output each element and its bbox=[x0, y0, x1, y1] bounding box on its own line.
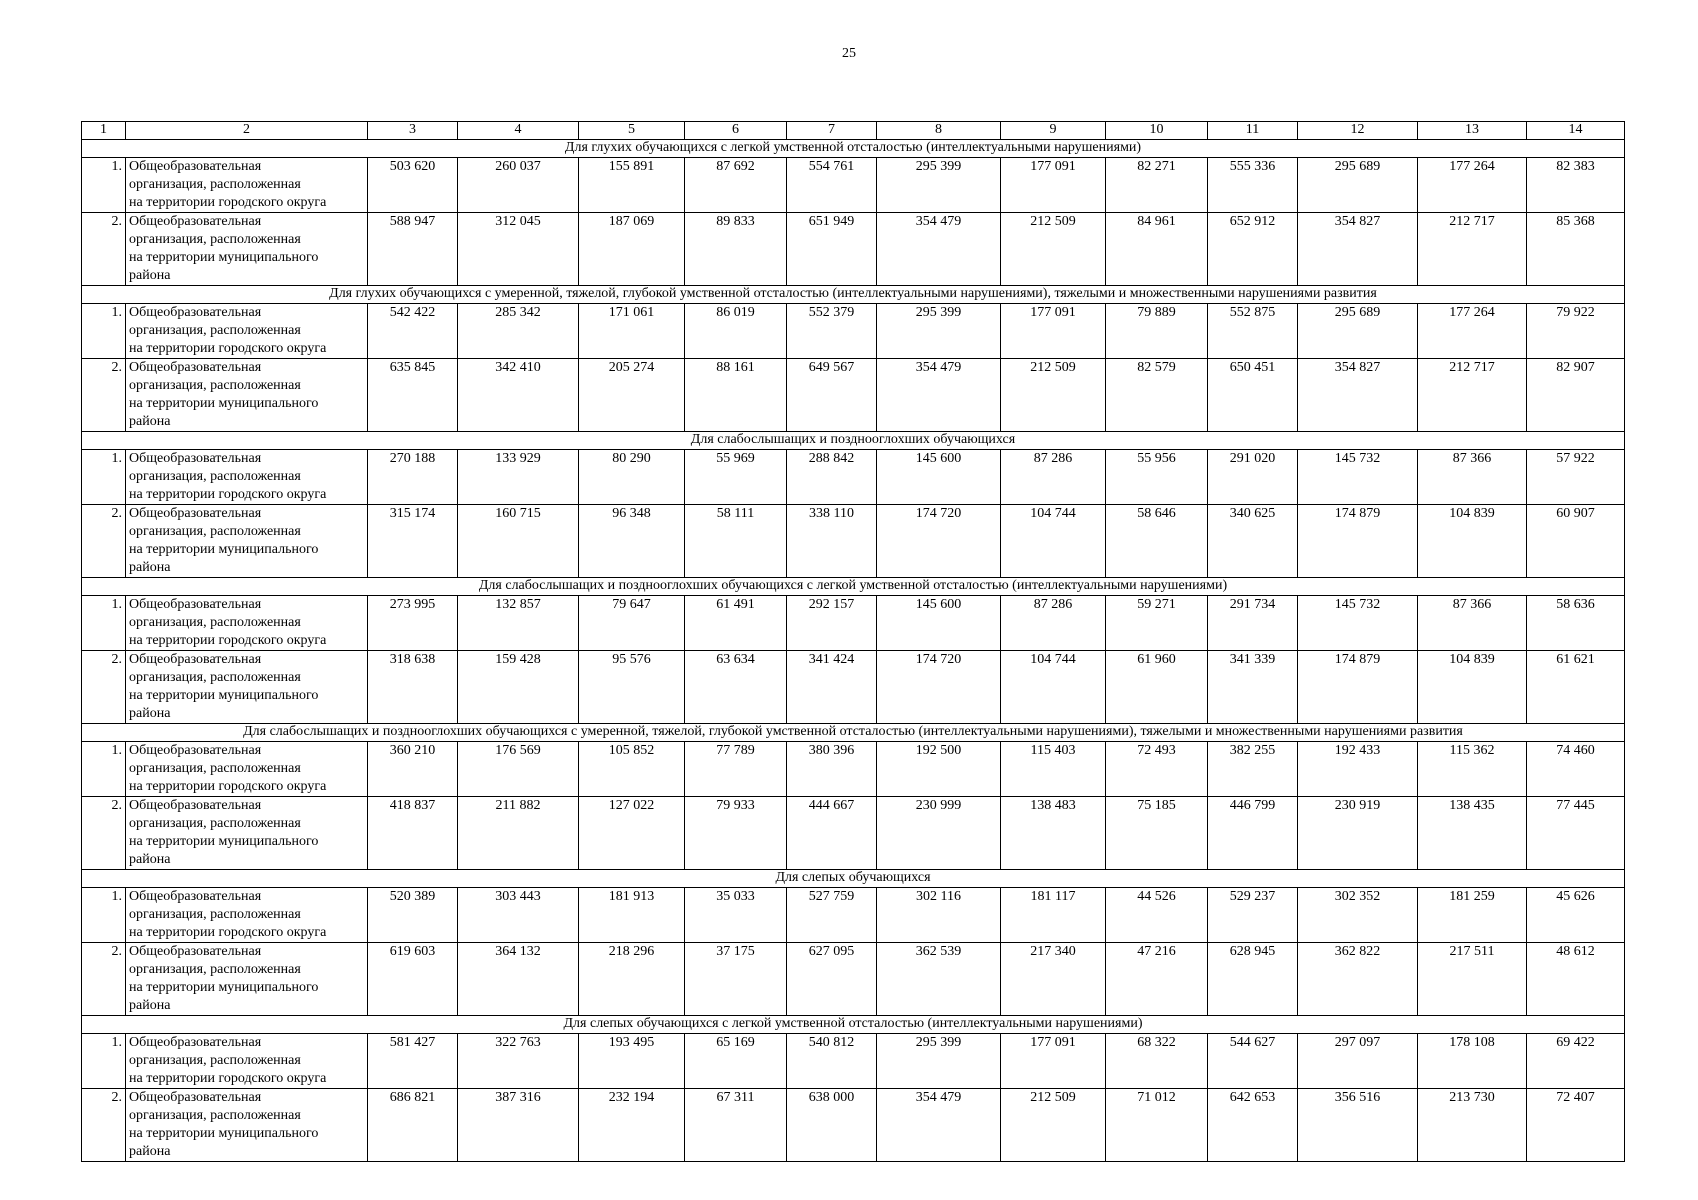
value-cell: 104 744 bbox=[1001, 505, 1106, 578]
column-number: 5 bbox=[579, 122, 685, 140]
value-cell: 145 600 bbox=[877, 450, 1001, 505]
value-cell: 520 389 bbox=[368, 888, 458, 943]
value-cell: 217 340 bbox=[1001, 943, 1106, 1016]
table-row bbox=[82, 1089, 1625, 1162]
row-number: 1. bbox=[82, 742, 126, 797]
column-number: 13 bbox=[1418, 122, 1527, 140]
org-name-line: организация, расположенная bbox=[129, 1053, 301, 1068]
value-cell: 104 744 bbox=[1001, 651, 1106, 724]
value-cell: 159 428 bbox=[458, 651, 579, 724]
org-name-line: на территории муниципального bbox=[129, 396, 319, 411]
value-cell: 104 839 bbox=[1418, 651, 1527, 724]
value-cell: 341 424 bbox=[787, 651, 877, 724]
org-name-line: на территории муниципального bbox=[129, 980, 319, 995]
value-cell: 77 789 bbox=[685, 742, 787, 797]
value-cell: 44 526 bbox=[1106, 888, 1208, 943]
value-cell: 192 500 bbox=[877, 742, 1001, 797]
org-name-line: Общеобразовательная bbox=[129, 652, 262, 667]
org-name-line: организация, расположенная bbox=[129, 907, 301, 922]
org-name-line: Общеобразовательная bbox=[129, 305, 262, 320]
value-cell: 67 311 bbox=[685, 1089, 787, 1162]
org-name-line: организация, расположенная bbox=[129, 962, 301, 977]
value-cell: 55 956 bbox=[1106, 450, 1208, 505]
org-name bbox=[126, 943, 368, 1016]
value-cell: 45 626 bbox=[1527, 888, 1625, 943]
value-cell: 588 947 bbox=[368, 213, 458, 286]
org-name bbox=[126, 888, 368, 943]
value-cell: 362 822 bbox=[1298, 943, 1418, 1016]
section-title: Для слабослышащих и позднооглохших обучающихся с легкой умственной отсталостью (интеллектуальными нарушениями) bbox=[82, 578, 1625, 596]
page-number: 25 bbox=[842, 46, 856, 61]
row-number: 2. bbox=[82, 651, 126, 724]
value-cell: 82 383 bbox=[1527, 158, 1625, 213]
funding-table bbox=[81, 121, 1625, 1162]
value-cell: 342 410 bbox=[458, 359, 579, 432]
org-name-line: района bbox=[129, 414, 171, 429]
org-name bbox=[126, 596, 368, 651]
org-name bbox=[126, 1089, 368, 1162]
value-cell: 354 479 bbox=[877, 213, 1001, 286]
value-cell: 273 995 bbox=[368, 596, 458, 651]
value-cell: 177 264 bbox=[1418, 158, 1527, 213]
value-cell: 87 366 bbox=[1418, 450, 1527, 505]
value-cell: 302 116 bbox=[877, 888, 1001, 943]
value-cell: 318 638 bbox=[368, 651, 458, 724]
value-cell: 82 579 bbox=[1106, 359, 1208, 432]
value-cell: 74 460 bbox=[1527, 742, 1625, 797]
section-title-row bbox=[82, 286, 1625, 304]
value-cell: 542 422 bbox=[368, 304, 458, 359]
value-cell: 387 316 bbox=[458, 1089, 579, 1162]
org-name-line: на территории городского округа bbox=[129, 925, 327, 940]
value-cell: 354 479 bbox=[877, 1089, 1001, 1162]
org-name-line: Общеобразовательная bbox=[129, 214, 262, 229]
org-name bbox=[126, 1034, 368, 1089]
value-cell: 127 022 bbox=[579, 797, 685, 870]
org-name-line: на территории муниципального bbox=[129, 1126, 319, 1141]
org-name-line: организация, расположенная bbox=[129, 670, 301, 685]
org-name-line: Общеобразовательная bbox=[129, 597, 262, 612]
value-cell: 145 732 bbox=[1298, 596, 1418, 651]
value-cell: 650 451 bbox=[1208, 359, 1298, 432]
value-cell: 446 799 bbox=[1208, 797, 1298, 870]
value-cell: 132 857 bbox=[458, 596, 579, 651]
value-cell: 79 889 bbox=[1106, 304, 1208, 359]
value-cell: 295 689 bbox=[1298, 304, 1418, 359]
org-name-line: организация, расположенная bbox=[129, 177, 301, 192]
column-number: 8 bbox=[877, 122, 1001, 140]
value-cell: 60 907 bbox=[1527, 505, 1625, 578]
value-cell: 315 174 bbox=[368, 505, 458, 578]
value-cell: 171 061 bbox=[579, 304, 685, 359]
value-cell: 354 479 bbox=[877, 359, 1001, 432]
section-title-row bbox=[82, 578, 1625, 596]
section-title-row bbox=[82, 432, 1625, 450]
value-cell: 174 879 bbox=[1298, 505, 1418, 578]
row-number: 2. bbox=[82, 505, 126, 578]
row-number: 2. bbox=[82, 943, 126, 1016]
value-cell: 174 879 bbox=[1298, 651, 1418, 724]
column-number: 9 bbox=[1001, 122, 1106, 140]
table-row bbox=[82, 505, 1625, 578]
value-cell: 503 620 bbox=[368, 158, 458, 213]
value-cell: 285 342 bbox=[458, 304, 579, 359]
row-number: 1. bbox=[82, 1034, 126, 1089]
value-cell: 177 091 bbox=[1001, 304, 1106, 359]
table-row bbox=[82, 450, 1625, 505]
value-cell: 86 019 bbox=[685, 304, 787, 359]
value-cell: 87 286 bbox=[1001, 596, 1106, 651]
value-cell: 340 625 bbox=[1208, 505, 1298, 578]
org-name-line: района bbox=[129, 560, 171, 575]
value-cell: 174 720 bbox=[877, 651, 1001, 724]
value-cell: 212 717 bbox=[1418, 213, 1527, 286]
org-name-line: района bbox=[129, 852, 171, 867]
org-name-line: района bbox=[129, 1144, 171, 1159]
org-name-line: на территории муниципального bbox=[129, 834, 319, 849]
row-number: 2. bbox=[82, 797, 126, 870]
value-cell: 85 368 bbox=[1527, 213, 1625, 286]
value-cell: 642 653 bbox=[1208, 1089, 1298, 1162]
org-name-line: Общеобразовательная bbox=[129, 1035, 262, 1050]
value-cell: 105 852 bbox=[579, 742, 685, 797]
column-number: 10 bbox=[1106, 122, 1208, 140]
org-name-line: Общеобразовательная bbox=[129, 743, 262, 758]
row-number: 1. bbox=[82, 158, 126, 213]
org-name bbox=[126, 742, 368, 797]
column-number: 1 bbox=[82, 122, 126, 140]
value-cell: 58 111 bbox=[685, 505, 787, 578]
org-name-line: организация, расположенная bbox=[129, 469, 301, 484]
value-cell: 174 720 bbox=[877, 505, 1001, 578]
value-cell: 48 612 bbox=[1527, 943, 1625, 1016]
value-cell: 145 732 bbox=[1298, 450, 1418, 505]
column-number: 6 bbox=[685, 122, 787, 140]
value-cell: 638 000 bbox=[787, 1089, 877, 1162]
value-cell: 58 646 bbox=[1106, 505, 1208, 578]
value-cell: 270 188 bbox=[368, 450, 458, 505]
section-title: Для слабослышащих и позднооглохших обучающихся с умеренной, тяжелой, глубокой умственной отсталостью (интеллектуальными нарушениями), тяжелыми и множественными нарушениями развития bbox=[82, 724, 1625, 742]
value-cell: 380 396 bbox=[787, 742, 877, 797]
org-name-line: на территории городского округа bbox=[129, 633, 327, 648]
value-cell: 181 913 bbox=[579, 888, 685, 943]
value-cell: 88 161 bbox=[685, 359, 787, 432]
org-name-line: Общеобразовательная bbox=[129, 1090, 262, 1105]
section-title-row bbox=[82, 140, 1625, 158]
value-cell: 295 399 bbox=[877, 158, 1001, 213]
column-number: 11 bbox=[1208, 122, 1298, 140]
table-row bbox=[82, 213, 1625, 286]
value-cell: 187 069 bbox=[579, 213, 685, 286]
value-cell: 72 493 bbox=[1106, 742, 1208, 797]
value-cell: 35 033 bbox=[685, 888, 787, 943]
org-name-line: Общеобразовательная bbox=[129, 360, 262, 375]
value-cell: 181 117 bbox=[1001, 888, 1106, 943]
value-cell: 160 715 bbox=[458, 505, 579, 578]
org-name-line: Общеобразовательная bbox=[129, 451, 262, 466]
value-cell: 555 336 bbox=[1208, 158, 1298, 213]
column-number: 14 bbox=[1527, 122, 1625, 140]
value-cell: 212 509 bbox=[1001, 359, 1106, 432]
value-cell: 104 839 bbox=[1418, 505, 1527, 578]
value-cell: 59 271 bbox=[1106, 596, 1208, 651]
org-name-line: организация, расположенная bbox=[129, 761, 301, 776]
value-cell: 96 348 bbox=[579, 505, 685, 578]
value-cell: 193 495 bbox=[579, 1034, 685, 1089]
row-number: 2. bbox=[82, 359, 126, 432]
value-cell: 80 290 bbox=[579, 450, 685, 505]
org-name-line: на территории муниципального bbox=[129, 250, 319, 265]
value-cell: 133 929 bbox=[458, 450, 579, 505]
value-cell: 619 603 bbox=[368, 943, 458, 1016]
value-cell: 72 407 bbox=[1527, 1089, 1625, 1162]
value-cell: 212 717 bbox=[1418, 359, 1527, 432]
org-name bbox=[126, 304, 368, 359]
value-cell: 552 875 bbox=[1208, 304, 1298, 359]
section-title: Для слепых обучающихся с легкой умственной отсталостью (интеллектуальными нарушениями) bbox=[82, 1016, 1625, 1034]
org-name-line: организация, расположенная bbox=[129, 378, 301, 393]
value-cell: 79 647 bbox=[579, 596, 685, 651]
value-cell: 63 634 bbox=[685, 651, 787, 724]
value-cell: 529 237 bbox=[1208, 888, 1298, 943]
org-name-line: на территории городского округа bbox=[129, 1071, 327, 1086]
value-cell: 37 175 bbox=[685, 943, 787, 1016]
table-row bbox=[82, 742, 1625, 797]
value-cell: 312 045 bbox=[458, 213, 579, 286]
org-name-line: района bbox=[129, 998, 171, 1013]
org-name-line: на территории городского округа bbox=[129, 779, 327, 794]
value-cell: 145 600 bbox=[877, 596, 1001, 651]
value-cell: 212 509 bbox=[1001, 1089, 1106, 1162]
value-cell: 55 969 bbox=[685, 450, 787, 505]
value-cell: 232 194 bbox=[579, 1089, 685, 1162]
value-cell: 260 037 bbox=[458, 158, 579, 213]
table-row bbox=[82, 304, 1625, 359]
value-cell: 627 095 bbox=[787, 943, 877, 1016]
org-name-line: на территории городского округа bbox=[129, 487, 327, 502]
section-title-row bbox=[82, 724, 1625, 742]
value-cell: 138 435 bbox=[1418, 797, 1527, 870]
table-row bbox=[82, 596, 1625, 651]
org-name-line: на территории муниципального bbox=[129, 688, 319, 703]
section-title-row bbox=[82, 870, 1625, 888]
value-cell: 47 216 bbox=[1106, 943, 1208, 1016]
value-cell: 544 627 bbox=[1208, 1034, 1298, 1089]
value-cell: 176 569 bbox=[458, 742, 579, 797]
value-cell: 302 352 bbox=[1298, 888, 1418, 943]
value-cell: 686 821 bbox=[368, 1089, 458, 1162]
org-name-line: Общеобразовательная bbox=[129, 889, 262, 904]
section-title-row bbox=[82, 1016, 1625, 1034]
value-cell: 635 845 bbox=[368, 359, 458, 432]
value-cell: 79 933 bbox=[685, 797, 787, 870]
org-name-line: на территории городского округа bbox=[129, 195, 327, 210]
value-cell: 82 907 bbox=[1527, 359, 1625, 432]
value-cell: 354 827 bbox=[1298, 359, 1418, 432]
value-cell: 651 949 bbox=[787, 213, 877, 286]
org-name bbox=[126, 505, 368, 578]
value-cell: 360 210 bbox=[368, 742, 458, 797]
value-cell: 82 271 bbox=[1106, 158, 1208, 213]
value-cell: 218 296 bbox=[579, 943, 685, 1016]
org-name-line: организация, расположенная bbox=[129, 1108, 301, 1123]
column-number: 2 bbox=[126, 122, 368, 140]
org-name-line: Общеобразовательная bbox=[129, 944, 262, 959]
value-cell: 322 763 bbox=[458, 1034, 579, 1089]
org-name-line: Общеобразовательная bbox=[129, 798, 262, 813]
value-cell: 57 922 bbox=[1527, 450, 1625, 505]
table-row bbox=[82, 359, 1625, 432]
value-cell: 155 891 bbox=[579, 158, 685, 213]
column-number: 12 bbox=[1298, 122, 1418, 140]
value-cell: 177 091 bbox=[1001, 1034, 1106, 1089]
value-cell: 178 108 bbox=[1418, 1034, 1527, 1089]
section-title: Для слабослышащих и позднооглохших обучающихся bbox=[82, 432, 1625, 450]
value-cell: 177 091 bbox=[1001, 158, 1106, 213]
value-cell: 75 185 bbox=[1106, 797, 1208, 870]
table-row bbox=[82, 797, 1625, 870]
value-cell: 527 759 bbox=[787, 888, 877, 943]
value-cell: 61 491 bbox=[685, 596, 787, 651]
value-cell: 84 961 bbox=[1106, 213, 1208, 286]
value-cell: 295 689 bbox=[1298, 158, 1418, 213]
value-cell: 87 692 bbox=[685, 158, 787, 213]
value-cell: 338 110 bbox=[787, 505, 877, 578]
value-cell: 628 945 bbox=[1208, 943, 1298, 1016]
value-cell: 297 097 bbox=[1298, 1034, 1418, 1089]
value-cell: 89 833 bbox=[685, 213, 787, 286]
value-cell: 61 960 bbox=[1106, 651, 1208, 724]
value-cell: 288 842 bbox=[787, 450, 877, 505]
org-name bbox=[126, 651, 368, 724]
value-cell: 291 734 bbox=[1208, 596, 1298, 651]
value-cell: 552 379 bbox=[787, 304, 877, 359]
value-cell: 554 761 bbox=[787, 158, 877, 213]
value-cell: 354 827 bbox=[1298, 213, 1418, 286]
value-cell: 356 516 bbox=[1298, 1089, 1418, 1162]
org-name-line: Общеобразовательная bbox=[129, 506, 262, 521]
org-name-line: на территории городского округа bbox=[129, 341, 327, 356]
value-cell: 581 427 bbox=[368, 1034, 458, 1089]
row-number: 2. bbox=[82, 213, 126, 286]
value-cell: 79 922 bbox=[1527, 304, 1625, 359]
value-cell: 177 264 bbox=[1418, 304, 1527, 359]
row-number: 1. bbox=[82, 888, 126, 943]
row-number: 1. bbox=[82, 596, 126, 651]
org-name bbox=[126, 450, 368, 505]
value-cell: 649 567 bbox=[787, 359, 877, 432]
table-row bbox=[82, 651, 1625, 724]
org-name bbox=[126, 213, 368, 286]
value-cell: 213 730 bbox=[1418, 1089, 1527, 1162]
column-number: 3 bbox=[368, 122, 458, 140]
value-cell: 217 511 bbox=[1418, 943, 1527, 1016]
value-cell: 291 020 bbox=[1208, 450, 1298, 505]
value-cell: 61 621 bbox=[1527, 651, 1625, 724]
value-cell: 71 012 bbox=[1106, 1089, 1208, 1162]
value-cell: 230 919 bbox=[1298, 797, 1418, 870]
table-row bbox=[82, 1034, 1625, 1089]
org-name bbox=[126, 359, 368, 432]
value-cell: 138 483 bbox=[1001, 797, 1106, 870]
column-number: 4 bbox=[458, 122, 579, 140]
value-cell: 192 433 bbox=[1298, 742, 1418, 797]
org-name-line: на территории муниципального bbox=[129, 542, 319, 557]
value-cell: 115 362 bbox=[1418, 742, 1527, 797]
table-body bbox=[82, 122, 1625, 1162]
org-name-line: организация, расположенная bbox=[129, 232, 301, 247]
value-cell: 540 812 bbox=[787, 1034, 877, 1089]
column-number-row bbox=[82, 122, 1625, 140]
value-cell: 382 255 bbox=[1208, 742, 1298, 797]
value-cell: 87 286 bbox=[1001, 450, 1106, 505]
value-cell: 295 399 bbox=[877, 304, 1001, 359]
value-cell: 205 274 bbox=[579, 359, 685, 432]
row-number: 1. bbox=[82, 304, 126, 359]
org-name bbox=[126, 797, 368, 870]
value-cell: 181 259 bbox=[1418, 888, 1527, 943]
table-row bbox=[82, 158, 1625, 213]
org-name bbox=[126, 158, 368, 213]
value-cell: 652 912 bbox=[1208, 213, 1298, 286]
value-cell: 364 132 bbox=[458, 943, 579, 1016]
value-cell: 292 157 bbox=[787, 596, 877, 651]
value-cell: 295 399 bbox=[877, 1034, 1001, 1089]
value-cell: 95 576 bbox=[579, 651, 685, 724]
org-name-line: организация, расположенная bbox=[129, 323, 301, 338]
value-cell: 418 837 bbox=[368, 797, 458, 870]
value-cell: 212 509 bbox=[1001, 213, 1106, 286]
value-cell: 58 636 bbox=[1527, 596, 1625, 651]
section-title: Для глухих обучающихся с легкой умственной отсталостью (интеллектуальными нарушениями) bbox=[82, 140, 1625, 158]
value-cell: 303 443 bbox=[458, 888, 579, 943]
section-title: Для глухих обучающихся с умеренной, тяжелой, глубокой умственной отсталостью (интеллектуальными нарушениями), тяжелыми и множественными нарушениями развития bbox=[82, 286, 1625, 304]
section-title: Для слепых обучающихся bbox=[82, 870, 1625, 888]
org-name-line: района bbox=[129, 268, 171, 283]
org-name-line: организация, расположенная bbox=[129, 816, 301, 831]
row-number: 2. bbox=[82, 1089, 126, 1162]
value-cell: 65 169 bbox=[685, 1034, 787, 1089]
org-name-line: района bbox=[129, 706, 171, 721]
value-cell: 69 422 bbox=[1527, 1034, 1625, 1089]
value-cell: 362 539 bbox=[877, 943, 1001, 1016]
value-cell: 230 999 bbox=[877, 797, 1001, 870]
org-name-line: Общеобразовательная bbox=[129, 159, 262, 174]
value-cell: 211 882 bbox=[458, 797, 579, 870]
row-number: 1. bbox=[82, 450, 126, 505]
value-cell: 77 445 bbox=[1527, 797, 1625, 870]
value-cell: 87 366 bbox=[1418, 596, 1527, 651]
value-cell: 115 403 bbox=[1001, 742, 1106, 797]
value-cell: 341 339 bbox=[1208, 651, 1298, 724]
value-cell: 68 322 bbox=[1106, 1034, 1208, 1089]
column-number: 7 bbox=[787, 122, 877, 140]
table-row bbox=[82, 888, 1625, 943]
org-name-line: организация, расположенная bbox=[129, 615, 301, 630]
org-name-line: организация, расположенная bbox=[129, 524, 301, 539]
table-row bbox=[82, 943, 1625, 1016]
value-cell: 444 667 bbox=[787, 797, 877, 870]
